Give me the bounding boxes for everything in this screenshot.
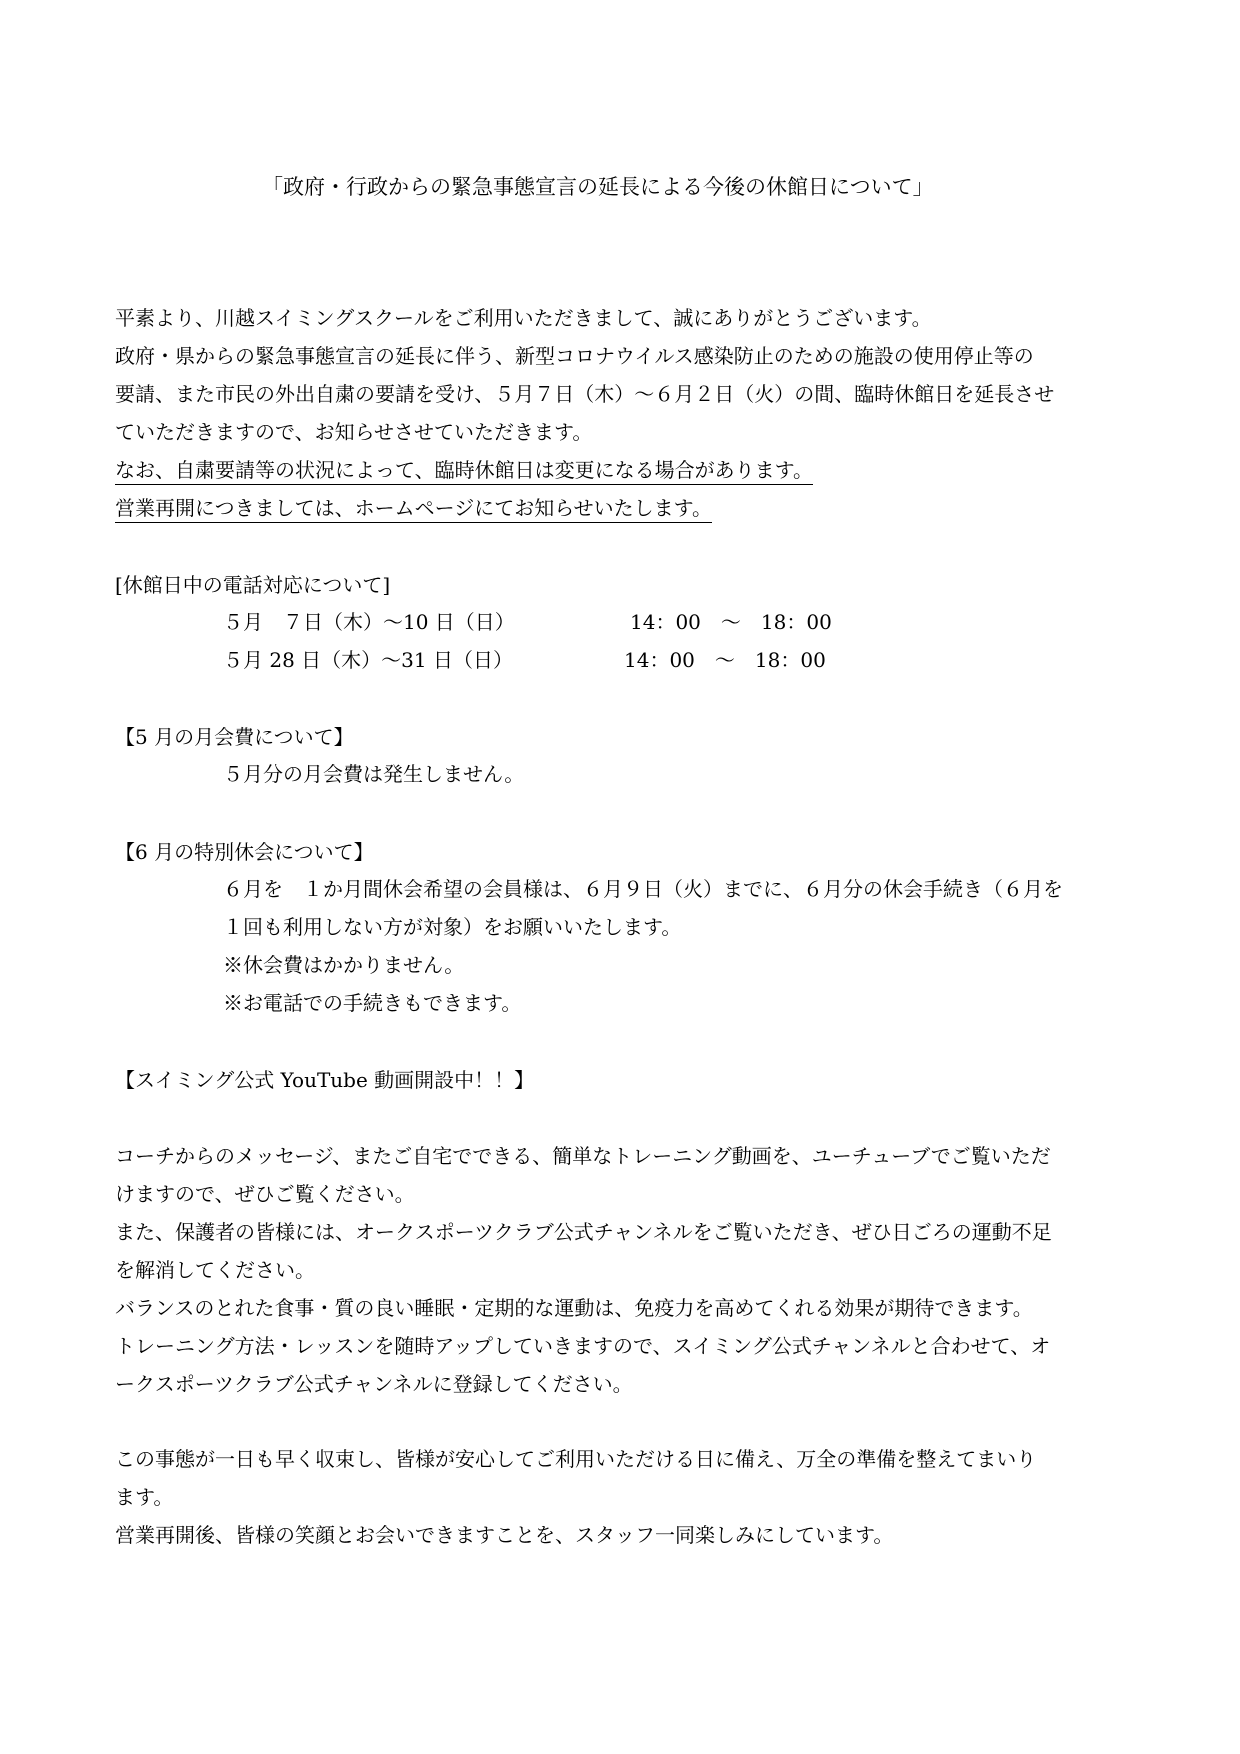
youtube-line-4: を解消してください。 [115, 1258, 315, 1282]
youtube-line-5: バランスのとれた食事・質の良い睡眠・定期的な運動は、免疫力を高めてくれる効果が期待できます。 [115, 1296, 1033, 1320]
june-leave-line-2: １回も利用しない方が対象）をお願いいたします。 [223, 915, 682, 939]
youtube-line-2: けますので、ぜひご覧ください。 [115, 1182, 415, 1206]
youtube-line-3: また、保護者の皆様には、オークスポーツクラブ公式チャンネルをご覧いただき、ぜひ日ごろの運動不足 [115, 1220, 1052, 1244]
june-leave-heading: 【6 月の特別休会について】 [115, 840, 374, 864]
youtube-line-6: トレーニング方法・レッスンを随時アップしていきますので、スイミング公式チャンネルと合わせて、オ [115, 1334, 1051, 1358]
intro-line-3: 要請、また市民の外出自粛の要請を受け、５月７日（木）〜６月２日（火）の間、臨時休館日を延長させ [115, 382, 1055, 406]
notice-underlined-2: 営業再開につきましては、ホームページにてお知らせいたします。 [115, 498, 712, 523]
phone-row-2-time: 14：00 ～ 18：00 [624, 648, 826, 672]
may-fee-text: ５月分の月会費は発生しません。 [223, 762, 525, 786]
closing-line-2: ます。 [115, 1485, 174, 1509]
phone-section-heading: [休館日中の電話対応について] [115, 573, 391, 597]
closing-line-3: 営業再開後、皆様の笑顔とお会いできますことを、スタッフ一同楽しみにしています。 [115, 1523, 894, 1547]
june-leave-note-2: ※お電話での手続きもできます。 [223, 991, 522, 1015]
may-fee-heading: 【5 月の月会費について】 [115, 725, 354, 749]
youtube-line-7: ークスポーツクラブ公式チャンネルに登録してください。 [115, 1372, 633, 1396]
phone-row-2-dates: ５月 28 日（木）〜31 日（日） [223, 648, 513, 672]
closing-line-1: この事態が一日も早く収束し、皆様が安心してご利用いただける日に備え、万全の準備を整えてまいり [115, 1447, 1037, 1471]
document-title: 「政府・行政からの緊急事態宣言の延長による今後の休館日について」 [262, 175, 934, 199]
intro-line-4: ていただきますので、お知らせさせていただきます。 [115, 420, 593, 444]
june-leave-note-1: ※休会費はかかりません。 [223, 953, 465, 977]
phone-row-1-dates: ５月 ７日（木）〜10 日（日） [223, 610, 515, 634]
notice-underlined-1: なお、自粛要請等の状況によって、臨時休館日は変更になる場合があります。 [115, 460, 813, 485]
phone-row-1-time: 14：00 ～ 18：00 [630, 610, 832, 634]
intro-line-1: 平素より、川越スイミングスクールをご利用いただきまして、誠にありがとうございます。 [115, 306, 932, 330]
intro-line-2: 政府・県からの緊急事態宣言の延長に伴う、新型コロナウイルス感染防止のための施設の使用停止等の [115, 344, 1034, 368]
youtube-line-1: コーチからのメッセージ、またご自宅でできる、簡単なトレーニング動画を、ユーチューブでご覧いただ [115, 1144, 1051, 1168]
june-leave-line-1: ６月を １か月間休会希望の会員様は、６月９日（火）までに、６月分の休会手続き（６月を [223, 877, 1063, 901]
youtube-heading: 【スイミング公式 YouTube 動画開設中！！】 [115, 1068, 535, 1092]
